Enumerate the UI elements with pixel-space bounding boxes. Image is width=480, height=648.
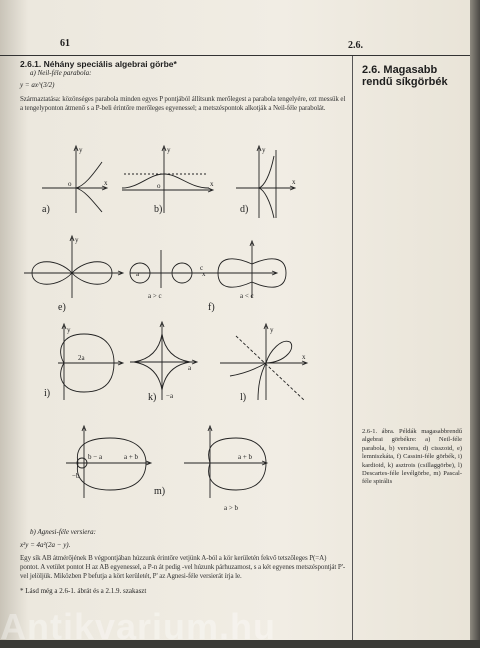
sym-o-a: o: [68, 180, 72, 188]
sym-a-plus-b-m2: a + b: [238, 453, 253, 461]
sym-x-a: x: [104, 179, 108, 187]
lower-text: [20, 528, 346, 596]
cond-a-gt-b: a > b: [224, 504, 239, 512]
sym-y-a: y: [79, 146, 83, 154]
sym-y-b: y: [167, 146, 171, 154]
label-panel-l: l): [240, 392, 247, 403]
panel-f-cassini: [130, 241, 286, 298]
subsection-a-title: a) Neil-féle parabola:: [30, 69, 92, 77]
footnote: * Lásd még a 2.6-1. ábrát és a 2.1.9. szakaszt: [20, 587, 147, 595]
sym-minus-b-m: −b: [72, 472, 80, 480]
sym-x-d: x: [292, 178, 296, 186]
main-column: [20, 60, 346, 113]
sym-x-b: x: [210, 180, 214, 188]
page-edge: [470, 0, 480, 640]
sym-y-l: y: [270, 326, 274, 334]
subsection-b-title: b) Agnesi-féle versiera:: [30, 528, 96, 536]
sym-b-minus-a-m: b − a: [88, 453, 103, 461]
sym-x-l: x: [302, 353, 306, 361]
page-number: 61: [60, 38, 70, 49]
section-heading: 2.6.1. Néhány speciális algebrai görbe*: [20, 59, 177, 69]
panel-e-lemniscate: [24, 236, 123, 298]
sym-2a-i: 2a: [78, 354, 85, 362]
sym-minus-a-k: −a: [166, 392, 174, 400]
running-header: [12, 38, 470, 54]
panel-k-astroid: [130, 322, 197, 400]
label-panel-i: i): [44, 388, 51, 399]
sidebar-title: 2.6. Magasabb rendű síkgörbék: [362, 64, 448, 88]
label-panel-a: a): [42, 204, 50, 215]
sym-y-d: y: [262, 146, 266, 154]
paragraph-a: Származtatása: közönséges parabola minden egyes P pontjából állítsunk merőlegest a parabola tengelyére, ezt messük el a tengelyponton átmenő s a P-beli érintőre merőleges egyenessel; a metszéspontok alkotják a Neil-féle parabolát.: [20, 95, 346, 112]
header-rule: [0, 55, 470, 56]
paragraph-b: Egy sík AB átmérőjének B végpontjában húzzunk érintőre vetjünk A-ból a kör kerületén fekvő tetszőleges P(=A) pontot. A vetület pontot H az AB egyenessel, a P-n át pedig -vel húzunk párhuzamost, s a két egyenes metszéspontját P'-vel jelöljük. Miközben P befutja a kört kerületét, P' az Agnesi-féle versierát írja le.: [20, 554, 346, 580]
panel-i-cardioid: [58, 324, 123, 400]
label-panel-e: e): [58, 302, 66, 313]
sym-y-i: y: [67, 326, 71, 334]
panel-b-versiera: [122, 146, 213, 213]
section-number: 2.6.: [348, 40, 363, 51]
column-divider: [352, 56, 353, 640]
panel-a-neil-parabola: [42, 146, 107, 213]
figure-caption: 2.6-1. ábra. Példák magasabbrendű algebrai görbékre: a) Neil-féle parabola, b) versiera, d) cisszoid, e) lemniszkáta, f) Cassini-féle görbék, i) kardioid, k) asztrois (csillaggörbe), l) Descartes-féle levélgörbe, m) Pascal-féle spirális: [362, 428, 462, 486]
label-panel-b: b): [154, 204, 163, 215]
cond-a-lt-c: a < c: [240, 292, 254, 300]
label-panel-m: m): [154, 486, 166, 497]
panel-m-limacon: [66, 426, 267, 498]
watermark-text: Antikvarium.hu: [0, 606, 277, 647]
sym-y-e: y: [75, 236, 79, 244]
equation-a: y = ax^(3/2): [20, 81, 55, 89]
sym-o-b: o: [157, 182, 161, 190]
cond-a-gt-c: a > c: [148, 292, 162, 300]
sym-a-k: a: [188, 364, 192, 372]
label-panel-k: k): [148, 392, 157, 403]
sym-a-f: a: [136, 270, 140, 278]
panel-l-folium: [220, 324, 307, 400]
sym-c-f: c: [200, 264, 204, 272]
sym-a-plus-b-m: a + b: [124, 453, 139, 461]
equation-b: x²y = 4a²(2a − y).: [20, 541, 71, 549]
label-panel-f: f): [208, 302, 215, 313]
curve-figure: [14, 138, 344, 518]
label-panel-d: d): [240, 204, 249, 215]
sym-x-f: x: [202, 270, 206, 278]
